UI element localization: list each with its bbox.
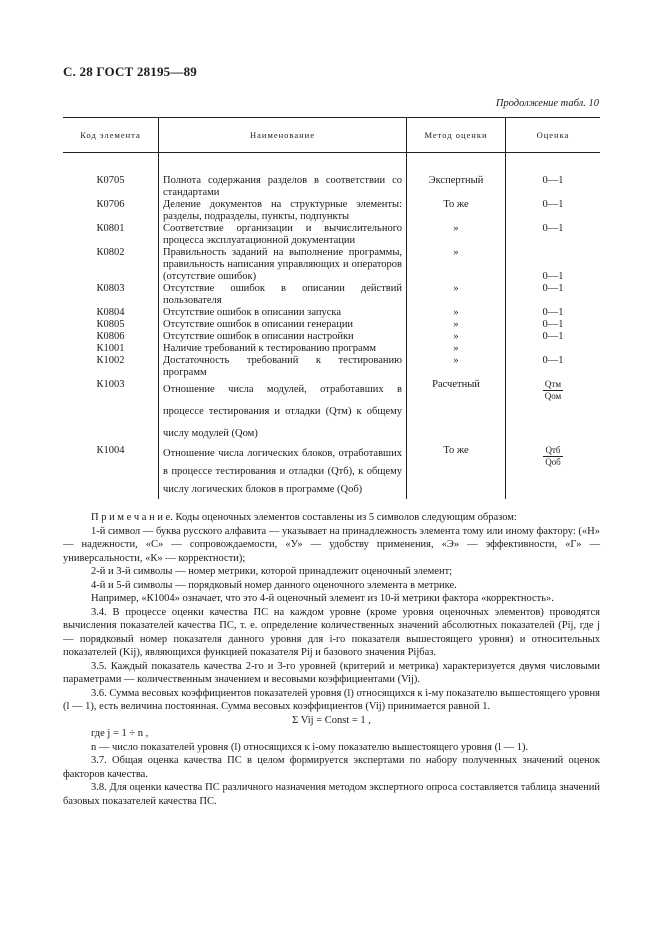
row-score: 0—1 [506, 223, 601, 247]
row-score: 0—1 [506, 307, 601, 319]
row-method: » [407, 223, 506, 247]
header-method: Метод оценки [407, 118, 506, 153]
section-3-6: 3.6. Сумма весовых коэффициентов показателей уровня (l) относящихся к i-му показателю вышестоящего уровня (l — 1), есть величина постоянная. Сумма весовых коэффициентов (Vij) принимается равной 1. [63, 687, 600, 712]
table-row [63, 445, 600, 499]
row-name: Отсутствие ошибок в описании действий пользователя [159, 283, 407, 307]
formula-definition: n — число показателей уровня (l) относящихся к i-ому показателю вышестоящего уровня (l — 1). [91, 741, 529, 753]
table-row [63, 331, 600, 343]
row-score [506, 343, 601, 355]
section-3-7: 3.7. Общая оценка качества ПС в целом формируется экспертами по набору полученных значений оценок факторов качества. [63, 755, 600, 780]
row-method: То же [407, 445, 506, 499]
row-name: Соответствие организации и вычислительного процесса эксплуатационной документации [159, 223, 407, 247]
header-code: Код элемента [63, 118, 159, 153]
score-fraction [543, 379, 563, 402]
fraction-numerator: Qтб [545, 445, 561, 455]
header-score: Оценка [506, 118, 601, 153]
note-paragraph: 1-й символ — буква русского алфавита — указывает на принадлежность элемента тому или иному фактору: («Н» — надежности, «С» — сопровождаемости, «У» — удобству применения, «Э» — эффективности, «Г» — универсальности, «К» — корректности); [63, 525, 600, 564]
table-row [63, 199, 600, 223]
row-score [506, 445, 601, 499]
table-row [63, 247, 600, 283]
row-name: Полнота содержания разделов в соответствии со стандартами [159, 153, 407, 200]
row-score [506, 379, 601, 445]
note-paragraph: 2-й и 3-й символы — номер метрики, которой принадлежит оценочный элемент; [91, 566, 453, 577]
row-score: 0—1 [506, 331, 601, 343]
row-score: 0—1 [506, 247, 601, 283]
row-code: К0706 [96, 199, 125, 210]
score-fraction [543, 445, 562, 468]
row-name: Отношение числа логических блоков, отработавших в процессе тестирования и отладки (Qтб), к общему числу логических блоков в программе (Qоб) [159, 445, 407, 499]
row-name: Отсутствие ошибок в описании запуска [159, 307, 407, 319]
table-row [63, 153, 600, 200]
row-code: К0801 [96, 223, 125, 234]
table-row [63, 307, 600, 319]
section-3-8: 3.8. Для оценки качества ПС различного назначения методом экспертного опроса составляется таблица значений базовых показателей качества ПС. [63, 782, 600, 807]
row-name: Достаточность требований к тестированию программ [159, 355, 407, 379]
fraction-numerator: Qтм [544, 379, 562, 389]
table-row [63, 355, 600, 379]
row-method: » [407, 331, 506, 343]
row-code: К0803 [96, 283, 125, 294]
formula-where: где j = 1 ÷ n , [91, 728, 149, 739]
fraction-denominator: Qом [544, 391, 562, 401]
row-name: Деление документов на структурные элементы: разделы, подразделы, пункты, подпункты [159, 199, 407, 223]
row-method: То же [407, 199, 506, 223]
table-continuation-label: Продолжение табл. 10 [495, 98, 599, 109]
row-code: К0705 [96, 175, 125, 186]
header-name: Наименование [159, 118, 407, 153]
row-method: Экспертный [407, 153, 506, 200]
row-code: К0804 [96, 307, 125, 318]
sum-formula: Σ Vij = Const = 1 , [292, 714, 371, 726]
section-3-5: 3.5. Каждый показатель качества 2-го и 3-го уровней (критерий и метрика) характеризуется двумя числовыми параметрами — количественным значением и весовыми коэффициентами (Vij). [63, 660, 600, 685]
row-method: » [407, 307, 506, 319]
fraction-denominator: Qоб [545, 457, 561, 467]
row-code: К1004 [96, 445, 125, 456]
page-header: С. 28 ГОСТ 28195—89 [63, 64, 197, 79]
row-score: 0—1 [506, 355, 601, 379]
note-paragraph: 4-й и 5-й символы — порядковый номер данного оценочного элемента в метрике. [91, 579, 457, 591]
table-row [63, 319, 600, 331]
evaluation-elements-table [63, 117, 600, 499]
row-code: К1001 [96, 343, 125, 354]
row-code: К1002 [96, 355, 125, 366]
section-3-4: 3.4. В процессе оценки качества ПС на каждом уровне (кроме уровня оценочных элементов) проводятся вычисления показателей качества ПС, т. е. определение количественных значений абсолютных показателей (Pij, где j — порядковый номер показателя данного уровня для i-го показателя вышестоящего уровня) и относительных показателей (Kij), являющихся функцией показателя Pij и базового значения Pijбаз. [63, 606, 600, 658]
row-name: Правильность заданий на выполнение программы, правильность написания управляющих и операторов (отсутствие ошибок) [159, 247, 407, 283]
row-method: » [407, 247, 506, 283]
row-method: » [407, 319, 506, 331]
row-score: 0—1 [506, 283, 601, 307]
row-method: Расчетный [407, 379, 506, 445]
table-row [63, 379, 600, 445]
table-row [63, 343, 600, 355]
row-score: 0—1 [506, 153, 601, 200]
note-paragraph: Например, «К1004» означает, что это 4-й оценочный элемент из 10-й метрики фактора «корректность». [91, 593, 554, 604]
row-score: 0—1 [506, 319, 601, 331]
row-method: » [407, 355, 506, 379]
row-score: 0—1 [506, 199, 601, 223]
note-paragraph: П р и м е ч а н и е. Коды оценочных элементов составлены из 5 символов следующим образом: [91, 512, 517, 523]
row-name: Отсутствие ошибок в описании настройки [159, 331, 407, 343]
row-code: К1003 [96, 379, 125, 390]
row-name: Отношение числа модулей, отработавших в процессе тестирования и отладки (Qтм) к общему числу модулей (Qом) [159, 379, 407, 445]
table-row [63, 283, 600, 307]
row-code: К0805 [96, 319, 125, 330]
row-method: » [407, 343, 506, 355]
notes-section [63, 511, 600, 808]
row-code: К0802 [96, 247, 125, 258]
row-name: Отсутствие ошибок в описании генерации [159, 319, 407, 331]
row-code: К0806 [96, 331, 125, 342]
row-name: Наличие требований к тестированию программ [159, 343, 407, 355]
table-row [63, 223, 600, 247]
row-method: » [407, 283, 506, 307]
